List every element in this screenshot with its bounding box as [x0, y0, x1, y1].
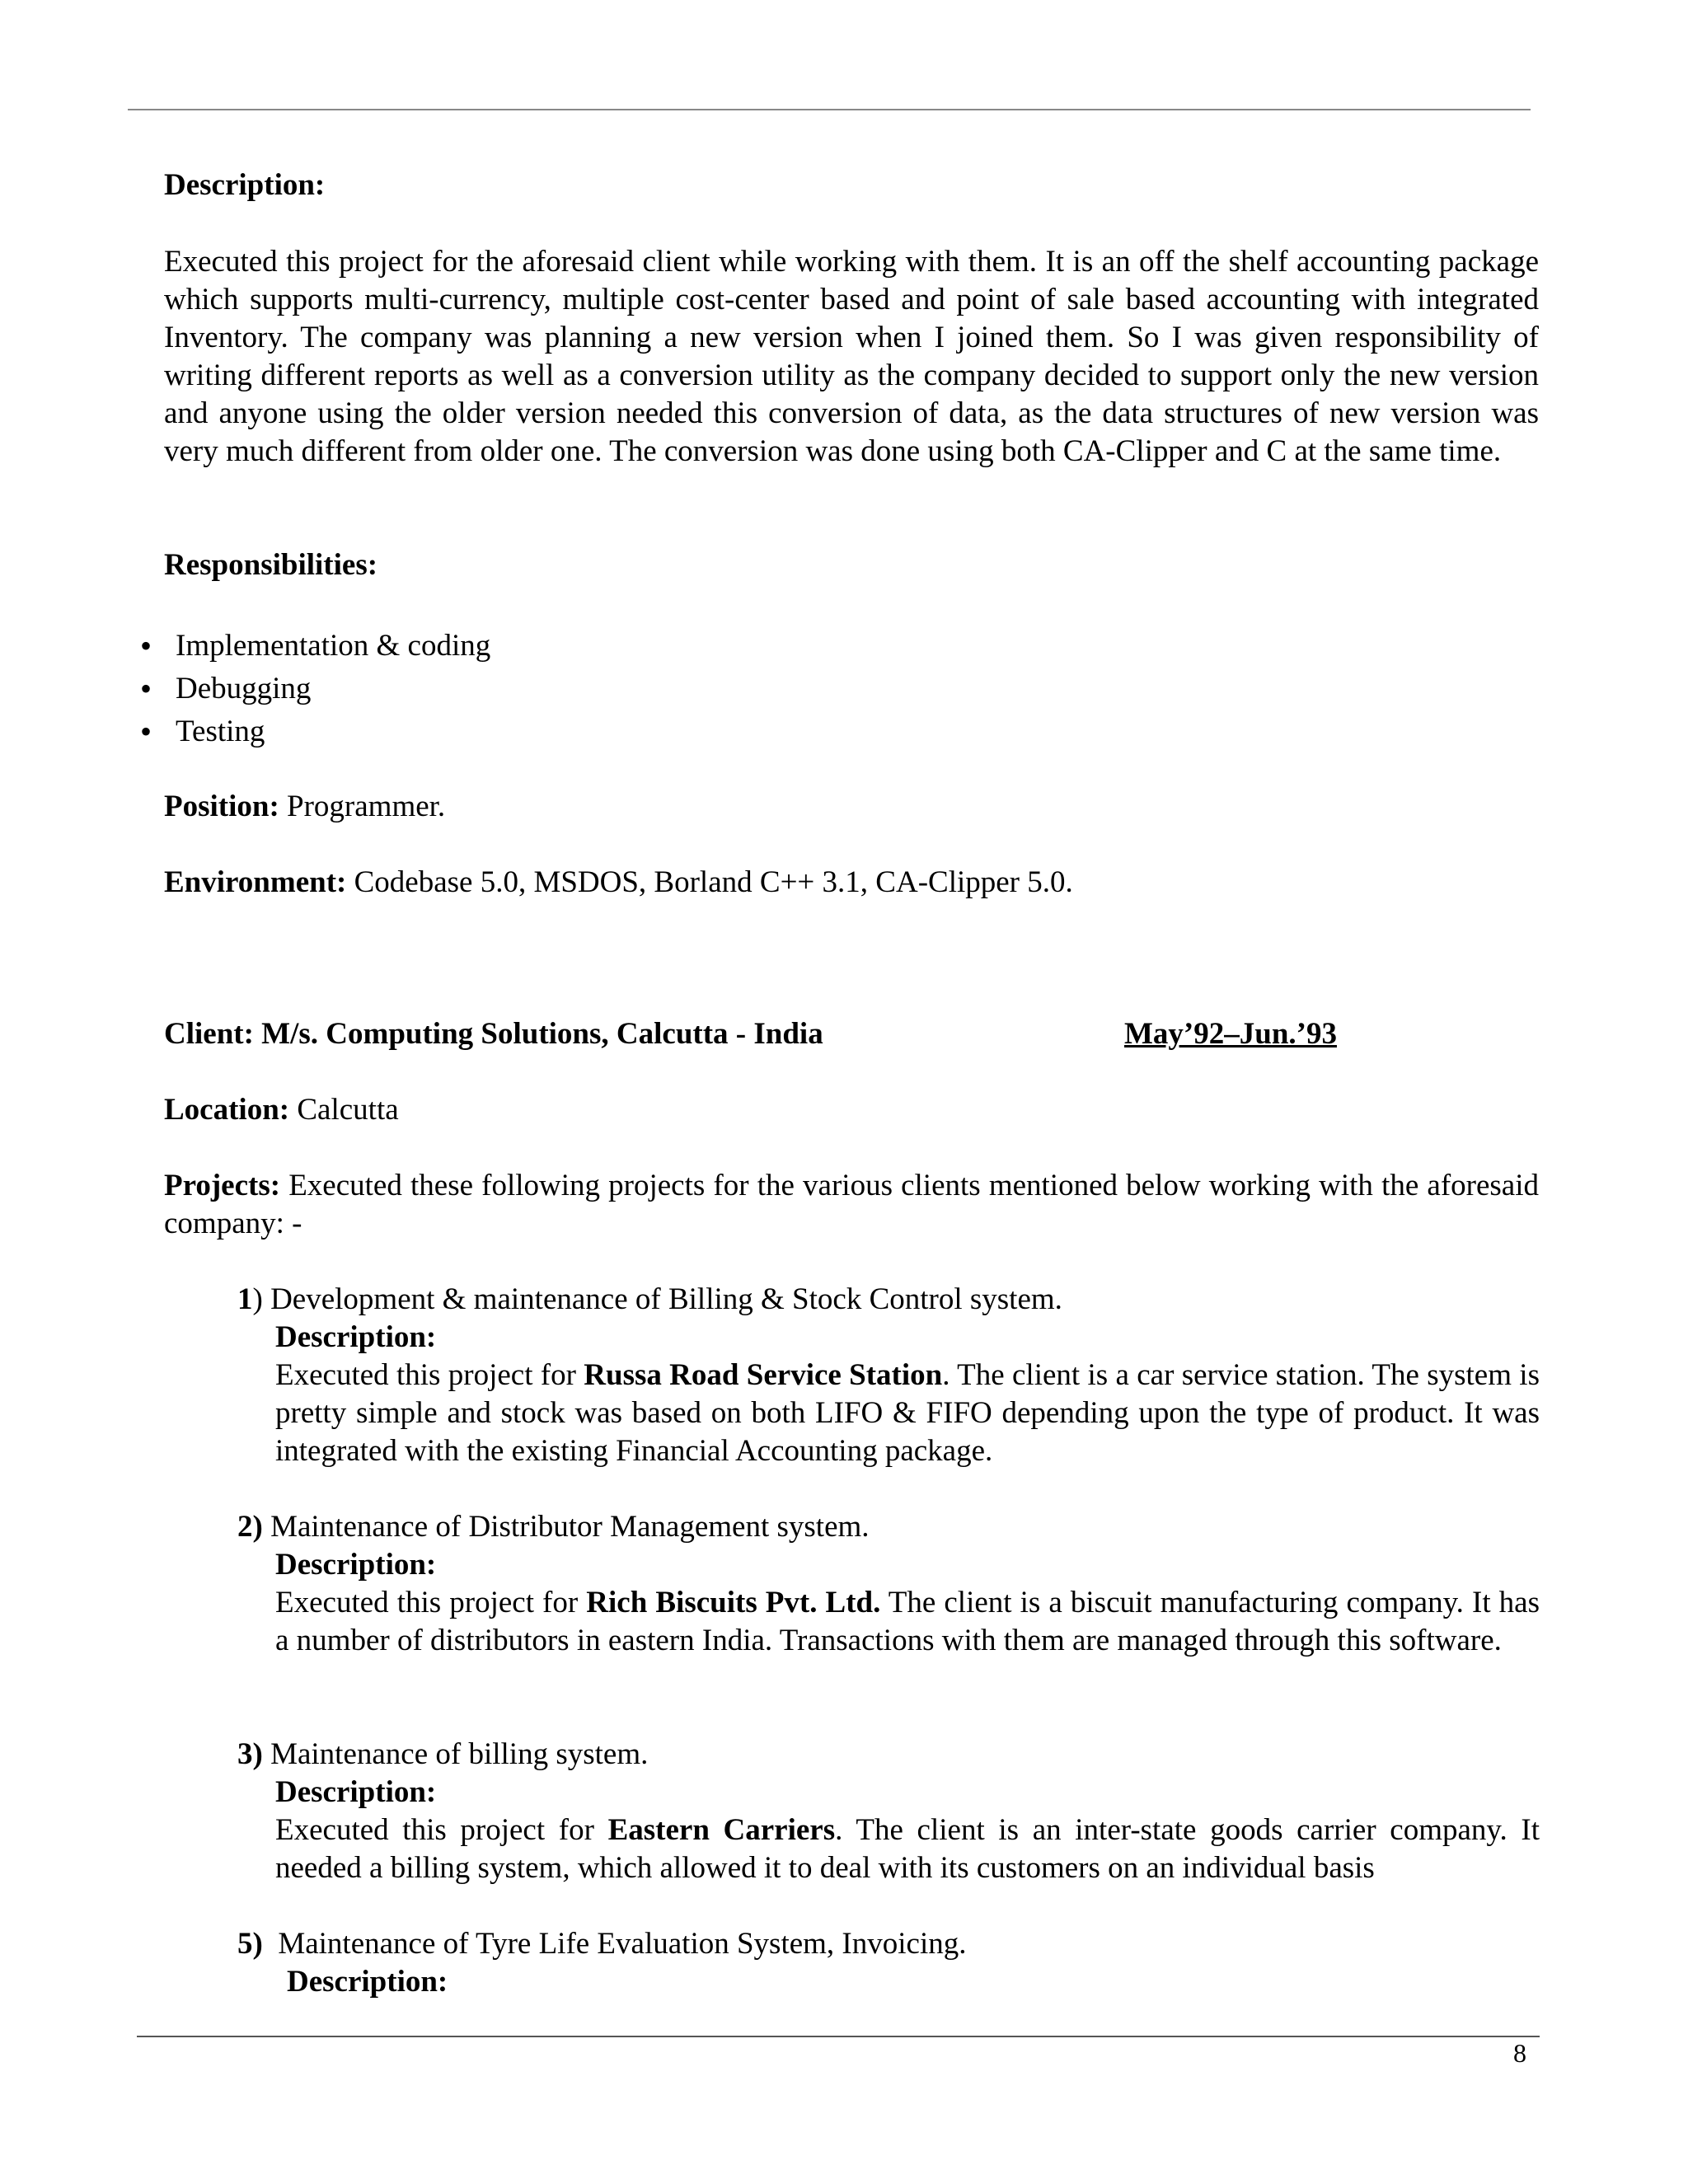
description-paragraph: Executed this project for the aforesaid client while working with them. It is an off the shelf accounting package which supports multi-currency, multiple cost-center based and point of sale based accounting with integrated Inventory. The company was planning a new version when I joined them. So I was given responsibility of writing different reports as well as a conversion utility as the company decided to support only the new version and anyone using the older version needed this conversion of data, as the data structures of new version was very much different from older one. The conversion was done using both CA-Clipper and C at the same time. — [164, 245, 1539, 468]
project-item: 3) Maintenance of billing system. Description: Executed this project for Eastern Carriers. The client is an inter-state goods carrier company. It needed a billing system, which allowed it to deal with its customers on an individual basis — [237, 1737, 1540, 1885]
projects-label: Projects: — [164, 1169, 281, 1202]
project-item: 5) Maintenance of Tyre Life Evaluation System, Invoicing. Description: — [237, 1927, 967, 1999]
location-label: Location: — [164, 1093, 290, 1127]
position-line — [164, 788, 1539, 826]
list-item: • Implementation & coding — [140, 625, 490, 668]
environment-line — [164, 864, 1539, 902]
environment-value: Codebase 5.0, MSDOS, Borland C++ 3.1, CA-Clipper 5.0. — [354, 865, 1073, 899]
project-item: 1) Development & maintenance of Billing & Stock Control system. Description: Executed this project for Russa Road Service Station. The client is a car service station. The system is pretty simple and stock was based on both LIFO & FIFO depending upon the type of product. It was integrated with the existing Financial Accounting package. — [237, 1282, 1540, 1468]
position-label: Position: — [164, 790, 279, 823]
description-heading: Description: — [164, 168, 326, 202]
location-line — [164, 1091, 1539, 1129]
responsibilities-heading: Responsibilities: — [164, 548, 378, 582]
responsibilities-list — [140, 625, 490, 753]
list-item: • Testing — [140, 710, 490, 753]
location-value: Calcutta — [297, 1093, 399, 1127]
project-item: 2) Maintenance of Distributor Management system. Description: Executed this project for Rich Biscuits Pvt. Ltd. The client is a biscuit manufacturing company. It has a number of distributors in eastern India. Transactions with them are managed through this software. — [237, 1510, 1540, 1657]
client-heading: Client: M/s. Computing Solutions, Calcutta - India — [164, 1017, 823, 1051]
list-item: • Debugging — [140, 668, 490, 710]
environment-label: Environment: — [164, 865, 347, 899]
client-period: May’92–Jun.’93 — [1124, 1017, 1337, 1051]
position-value: Programmer. — [287, 790, 446, 823]
header-rule — [128, 109, 1531, 110]
page-number: 8 — [1513, 2038, 1526, 2068]
footer-rule — [137, 2036, 1540, 2037]
projects-intro: Projects: Executed these following projects for the various clients mentioned below working with the aforesaid company: - — [164, 1169, 1539, 1240]
